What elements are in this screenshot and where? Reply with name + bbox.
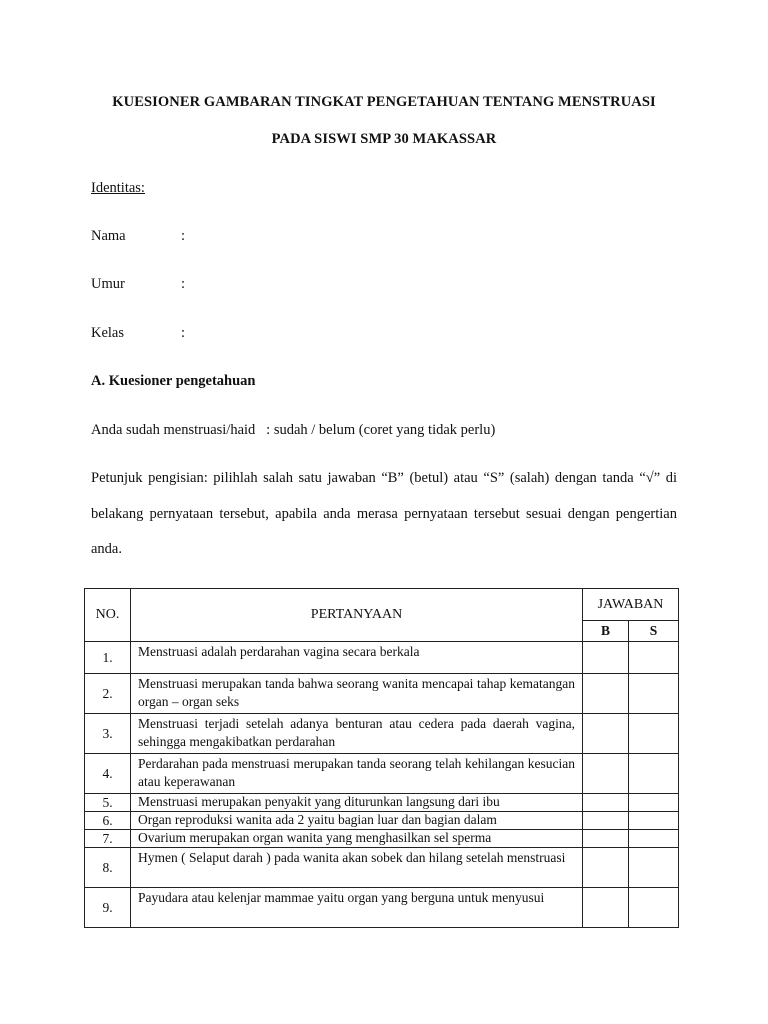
row-number: 6. <box>85 812 131 830</box>
table-row <box>85 812 679 830</box>
answer-b-cell[interactable] <box>583 888 629 928</box>
header-no: NO. <box>85 589 131 642</box>
row-number: 8. <box>85 848 131 888</box>
answer-b-cell[interactable] <box>583 812 629 830</box>
field-colon-umur: : <box>181 276 186 292</box>
header-b: B <box>583 621 629 642</box>
row-question: Menstruasi terjadi setelah adanya benturan atau cedera pada daerah vagina, sehingga mengakibatkan perdarahan <box>131 714 583 754</box>
answer-s-cell[interactable] <box>629 848 679 888</box>
table-row <box>85 830 679 848</box>
row-question: Organ reproduksi wanita ada 2 yaitu bagian luar dan bagian dalam <box>131 812 583 830</box>
section-heading: A. Kuesioner pengetahuan <box>91 373 256 389</box>
row-number: 9. <box>85 888 131 928</box>
table-row <box>85 754 679 794</box>
row-question: Payudara atau kelenjar mammae yaitu organ yang berguna untuk menyusui <box>131 888 583 928</box>
questionnaire-table <box>84 588 679 928</box>
identity-heading: Identitas: <box>91 180 145 196</box>
header-s: S <box>629 621 679 642</box>
answer-b-cell[interactable] <box>583 714 629 754</box>
table-row <box>85 714 679 754</box>
answer-s-cell[interactable] <box>629 794 679 812</box>
answer-b-cell[interactable] <box>583 830 629 848</box>
table-row <box>85 888 679 928</box>
answer-s-cell[interactable] <box>629 642 679 674</box>
row-number: 5. <box>85 794 131 812</box>
answer-s-cell[interactable] <box>629 674 679 714</box>
row-number: 2. <box>85 674 131 714</box>
field-colon-kelas: : <box>181 325 186 341</box>
table-row <box>85 848 679 888</box>
row-question: Hymen ( Selaput darah ) pada wanita akan sobek dan hilang setelah menstruasi <box>131 848 583 888</box>
instructions-line-3: anda. <box>91 541 122 557</box>
document-title-line-1: KUESIONER GAMBARAN TINGKAT PENGETAHUAN TENTANG MENSTRUASI <box>112 94 656 110</box>
field-label-kelas: Kelas <box>91 325 125 341</box>
field-colon-nama: : <box>181 228 186 244</box>
table-row <box>85 674 679 714</box>
answer-b-cell[interactable] <box>583 754 629 794</box>
answer-s-cell[interactable] <box>629 754 679 794</box>
row-number: 4. <box>85 754 131 794</box>
answer-s-cell[interactable] <box>629 888 679 928</box>
row-number: 7. <box>85 830 131 848</box>
table-row <box>85 794 679 812</box>
answer-b-cell[interactable] <box>583 794 629 812</box>
instructions-line-2: belakang pernyataan tersebut, apabila anda merasa pernyataan tersebut sesuai dengan pengertian <box>91 506 677 522</box>
field-label-nama: Nama <box>91 228 126 244</box>
header-answer: JAWABAN <box>583 589 679 621</box>
row-question: Menstruasi merupakan penyakit yang diturunkan langsung dari ibu <box>131 794 583 812</box>
answer-b-cell[interactable] <box>583 674 629 714</box>
row-question: Menstruasi merupakan tanda bahwa seorang wanita mencapai tahap kematangan organ – organ seks <box>131 674 583 714</box>
instructions-line-1: Petunjuk pengisian: pilihlah salah satu jawaban “B” (betul) atau “S” (salah) dengan tanda “√” di <box>91 470 677 486</box>
row-question: Perdarahan pada menstruasi merupakan tanda seorang telah kehilangan kesucian atau keperawanan <box>131 754 583 794</box>
row-question: Ovarium merupakan organ wanita yang menghasilkan sel sperma <box>131 830 583 848</box>
answer-b-cell[interactable] <box>583 848 629 888</box>
menstruation-status-question: Anda sudah menstruasi/haid : sudah / belum (coret yang tidak perlu) <box>91 422 496 438</box>
table-row <box>85 642 679 674</box>
document-title-line-2: PADA SISWI SMP 30 MAKASSAR <box>271 131 497 147</box>
answer-s-cell[interactable] <box>629 714 679 754</box>
row-number: 3. <box>85 714 131 754</box>
answer-s-cell[interactable] <box>629 830 679 848</box>
header-question: PERTANYAAN <box>131 589 583 642</box>
answer-s-cell[interactable] <box>629 812 679 830</box>
answer-b-cell[interactable] <box>583 642 629 674</box>
row-number: 1. <box>85 642 131 674</box>
row-question: Menstruasi adalah perdarahan vagina secara berkala <box>131 642 583 674</box>
field-label-umur: Umur <box>91 276 125 292</box>
